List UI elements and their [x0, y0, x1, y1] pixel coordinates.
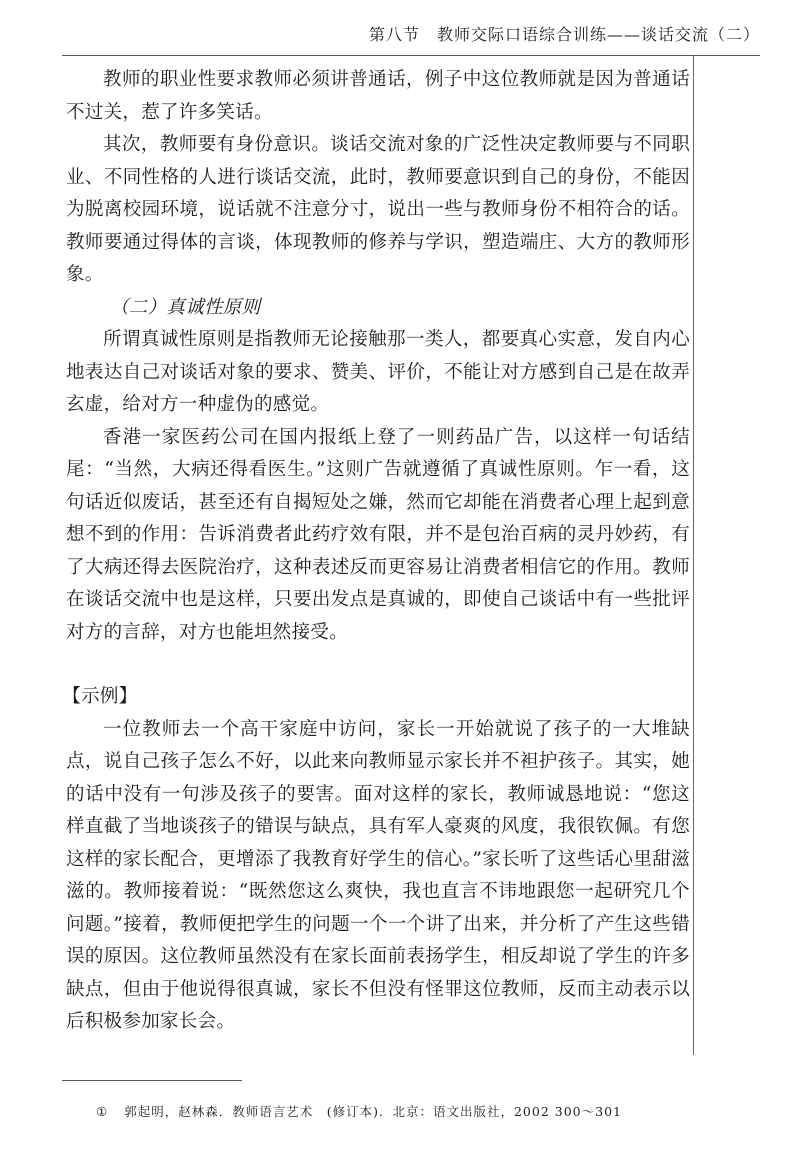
footnote-mark: ①	[96, 1104, 109, 1119]
paragraph: 香港一家医药公司在国内报纸上登了一则药品广告，以这样一句话结尾：“当然，大病还得看医生。”这则广告就遵循了真诚性原则。乍一看，这句话近似废话，甚至还有自揭短处之嫌，然而它却能在消费者心理上起到意想不到的作用：告诉消费者此药疗效有限，并不是包治百病的灵丹妙药，有了大病还得去医院治疗，这种表述反而更容易让消费者相信它的作用。教师在谈话交流中也是这样，只要出发点是真诚的，即使自己谈话中有一些批评对方的言辞，对方也能坦然接受。	[66, 426, 690, 643]
running-header: 第八节 教师交际口语综合训练——谈话交流（二）	[368, 25, 760, 44]
page-body	[62, 64, 690, 1039]
margin-rule	[693, 55, 694, 1055]
section-heading: （二）真诚性原则	[110, 296, 261, 318]
example-tag: 【示例】	[62, 686, 138, 707]
paragraph: 其次，教师要有身份意识。谈话交流对象的广泛性决定教师要与不同职业、不同性格的人进行谈话交流，此时，教师要意识到自己的身份，不能因为脱离校园环境，说话就不注意分寸，说出一些与教师身份不相符合的话。教师要通过得体的言谈，体现教师的修养与学识，塑造端庄、大方的教师形象。	[66, 134, 690, 285]
header-rule	[62, 55, 760, 56]
footnote	[96, 1102, 622, 1120]
spacer	[66, 649, 690, 681]
paragraph: 一位教师去一个高干家庭中访问，家长一开始就说了孩子的一大堆缺点，说自己孩子怎么不好，以此来向教师显示家长并不袒护孩子。其实，她的话中没有一句涉及孩子的要害。面对这样的家长，教师诚恳地说：“您这样直截了当地谈孩子的错误与缺点，具有军人豪爽的风度，我很钦佩。有您这样的家长配合，更增添了我教育好学生的信心。”家长听了这些话心里甜滋滋的。教师接着说：“既然您这么爽快，我也直言不讳地跟您一起研究几个问题。”接着，教师便把学生的问题一个一个讲了出来，并分析了产生这些错误的原因。这位教师虽然没有在家长面前表扬学生，相反却说了学生的许多缺点，但由于他说得很真诚，家长不但没有怪罪这位教师，反而主动表示以后积极参加家长会。	[66, 718, 690, 1032]
paragraph: 所谓真诚性原则是指教师无论接触那一类人，都要真心实意，发自内心地表达自己对谈话对象的要求、赞美、评价，不能让对方感到自己是在故弄玄虚，给对方一种虚伪的感觉。	[66, 329, 690, 415]
footnote-text: 郭起明，赵林森．教师语言艺术 (修订本)．北京：语文出版社，2002 300～301	[124, 1104, 622, 1119]
paragraph: 教师的职业性要求教师必须讲普通话，例子中这位教师就是因为普通话不过关，惹了许多笑话。	[66, 69, 690, 123]
footnote-rule	[62, 1080, 242, 1081]
